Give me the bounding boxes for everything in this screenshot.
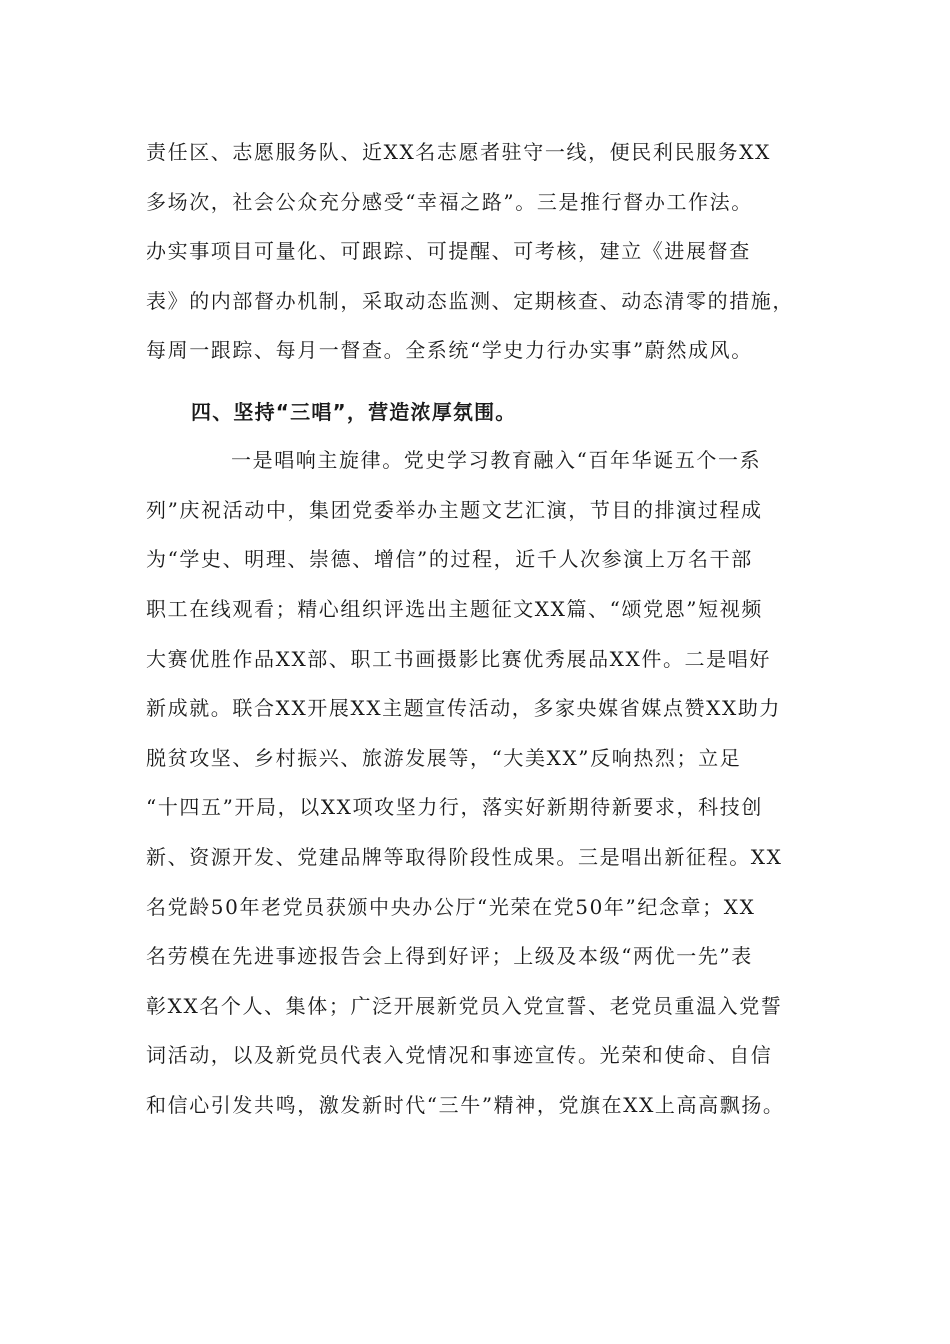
paragraph-line: 责任区、志愿服务队、近XX名志愿者驻守一线，便民利民服务XX: [146, 140, 771, 164]
paragraph-line: 表》的内部督办机制，采取动态监测、定期核查、动态清零的措施，: [146, 289, 794, 313]
paragraph-line: 和信心引发共鸣，激发新时代“三牛”精神，党旗在XX上高高飘扬。: [146, 1093, 785, 1117]
paragraph-line: 列”庆祝活动中，集团党委举办主题文艺汇演，节目的排演过程成: [146, 498, 763, 522]
paragraph-line: 为“学史、明理、崇德、增信”的过程，近千人次参演上万名干部: [146, 547, 753, 571]
paragraph-line: 新、资源开发、党建品牌等取得阶段性成果。三是唱出新征程。XX: [146, 845, 783, 869]
paragraph-line: 多场次，社会公众充分感受“幸福之路”。三是推行督办工作法。: [146, 190, 753, 214]
paragraph-line: 彰XX名个人、集体；广泛开展新党员入党宣誓、老党员重温入党誓: [146, 994, 783, 1018]
paragraph-line: 每周一跟踪、每月一督查。全系统“学史力行办实事”蔚然成风。: [146, 338, 753, 362]
section-heading: 四、坚持“三唱”，营造浓厚氛围。: [191, 400, 517, 424]
paragraph-line: 职工在线观看；精心组织评选出主题征文XX篇、“颂党恩”短视频: [146, 597, 763, 621]
paragraph-line: 名党龄50年老党员获颁中央办公厅“光荣在党50年”纪念章；XX: [146, 895, 756, 919]
paragraph-line: 名劳模在先进事迹报告会上得到好评；上级及本级“两优一先”表: [146, 944, 753, 968]
paragraph-line: 大赛优胜作品XX部、职工书画摄影比赛优秀展品XX件。二是唱好: [146, 647, 771, 671]
paragraph-line: 办实事项目可量化、可跟踪、可提醒、可考核，建立《进展督查: [146, 239, 751, 263]
paragraph-line: “十四五”开局，以XX项攻坚力行，落实好新期待新要求，科技创: [146, 795, 763, 819]
paragraph-line: 脱贫攻坚、乡村振兴、旅游发展等，“大美XX”反响热烈；立足: [146, 746, 742, 770]
paragraph-line: 一是唱响主旋律。党史学习教育融入“百年华诞五个一系: [231, 448, 762, 472]
paragraph-line: 词活动，以及新党员代表入党情况和事迹宣传。光荣和使命、自信: [146, 1043, 773, 1067]
paragraph-line: 新成就。联合XX开展XX主题宣传活动，多家央媒省媒点赞XX助力: [146, 696, 782, 720]
